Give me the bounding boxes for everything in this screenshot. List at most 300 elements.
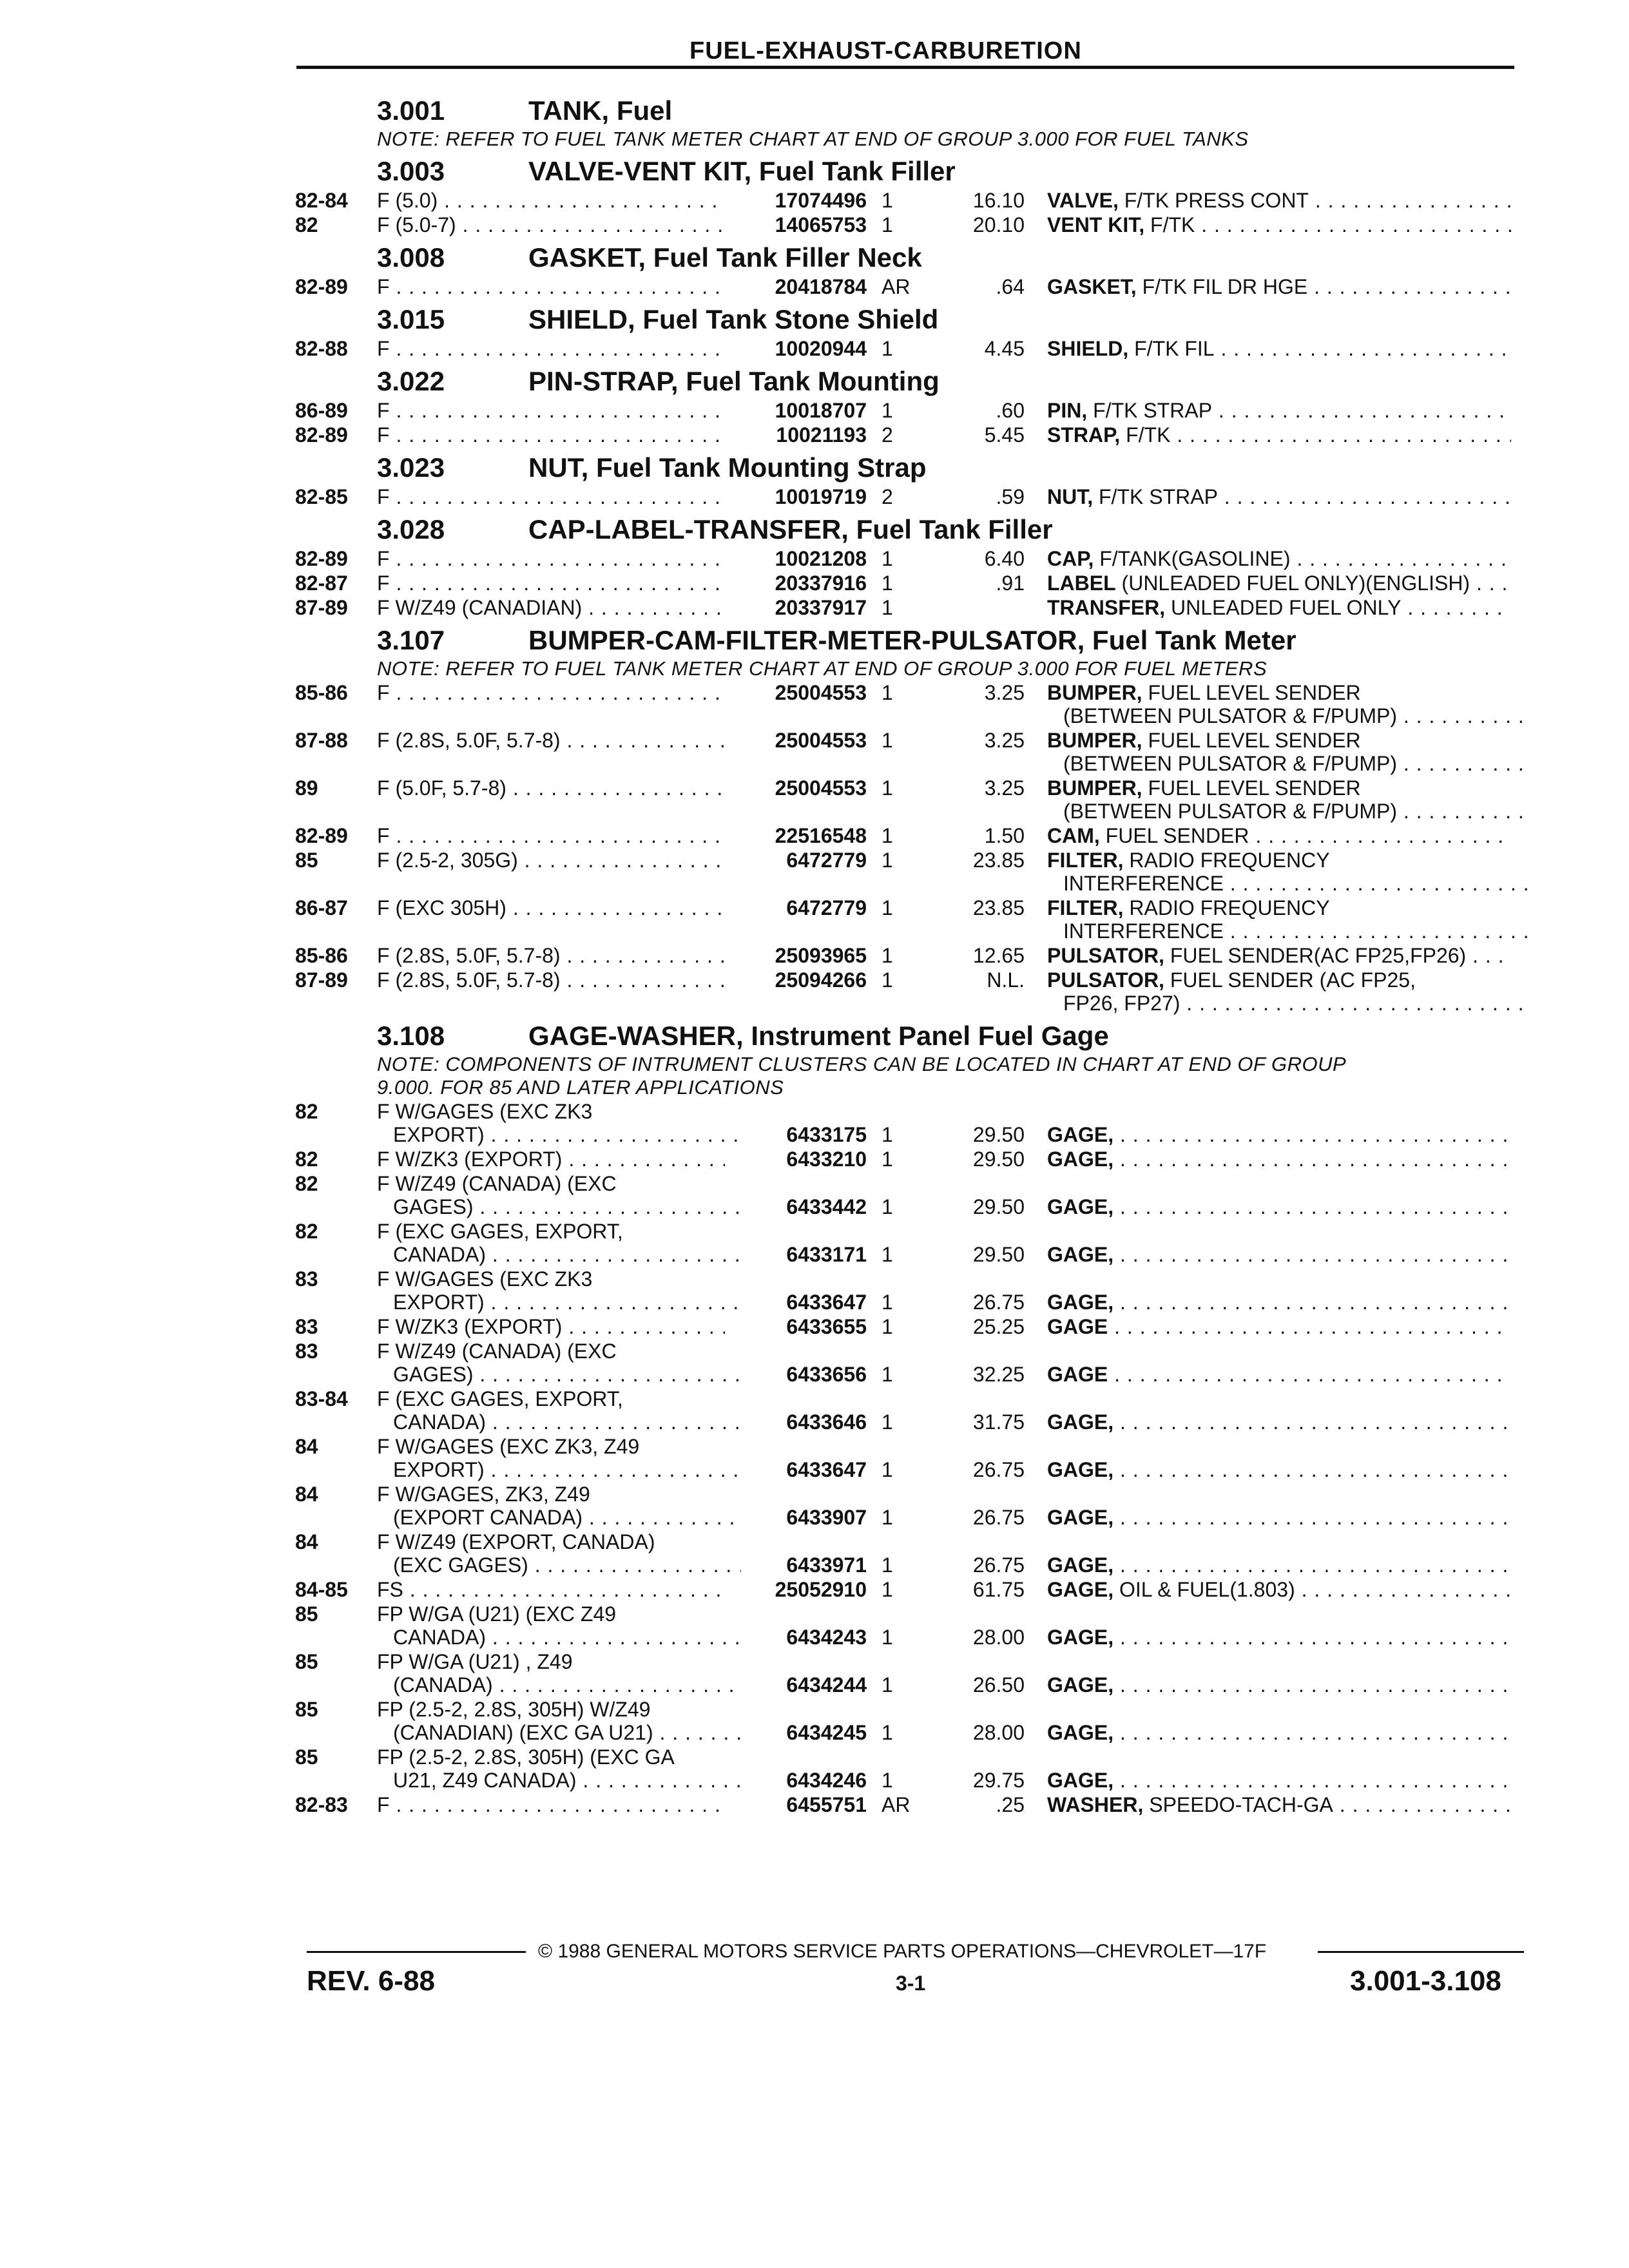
price: N.L. <box>987 968 1025 992</box>
price: 6.40 <box>984 547 1025 570</box>
application-description: F . . . <box>377 274 725 299</box>
section-number: 3.008 <box>377 242 445 273</box>
part-name <box>1047 1505 1511 1530</box>
model-years: 86-89 <box>295 399 348 422</box>
quantity: 1 <box>882 1626 893 1649</box>
application-description: F (2.8S, 5.0F, 5.7-8) . . . <box>377 728 725 753</box>
quantity: 1 <box>882 729 893 752</box>
table-row <box>0 1339 1629 1365</box>
part-name-keyword: GAGE, <box>1047 1123 1114 1146</box>
application-description: F . . . <box>377 398 725 423</box>
section-number: 3.107 <box>377 625 445 655</box>
application-description: F W/GAGES, ZK3, Z49 <box>377 1483 590 1506</box>
quantity: 1 <box>882 1291 893 1314</box>
model-years: 82 <box>295 1172 318 1195</box>
part-number: 6433907 <box>786 1506 867 1529</box>
footer-rule-right <box>1318 1951 1524 1953</box>
part-number: 6433210 <box>786 1148 867 1171</box>
table-row <box>0 776 1629 802</box>
price: 23.85 <box>972 896 1025 919</box>
table-row <box>0 571 1629 597</box>
part-name <box>1047 1147 1511 1171</box>
application-description: FS . . . <box>377 1577 725 1602</box>
model-years: 82-83 <box>295 1793 348 1816</box>
table-row <box>0 1673 1629 1698</box>
part-name-keyword: BUMPER, <box>1047 776 1142 800</box>
part-name-keyword: TRANSFER, <box>1047 596 1166 619</box>
model-years: 83 <box>295 1340 318 1363</box>
part-name-keyword: GAGE <box>1047 1363 1108 1386</box>
quantity: AR <box>882 1793 911 1816</box>
section-note: NOTE: REFER TO FUEL TANK METER CHART AT END OF GROUP 3.000 FOR FUEL TANKS <box>377 128 1249 150</box>
part-name: BUMPER, FUEL LEVEL SENDER <box>1047 681 1361 704</box>
model-years: 84 <box>295 1483 318 1506</box>
price: 28.00 <box>972 1626 1025 1649</box>
table-row <box>0 1505 1629 1531</box>
quantity: 1 <box>882 1721 893 1744</box>
table-row <box>0 188 1629 214</box>
part-name: PIN, F/TK STRAP . . . <box>1047 398 1511 423</box>
application-description: FP (2.5-2, 2.8S, 305H) W/Z49 <box>377 1698 651 1721</box>
section-number: 3.023 <box>377 452 445 483</box>
application-description: GAGES) . . . <box>393 1195 741 1219</box>
part-name <box>1047 1195 1511 1219</box>
quantity: 1 <box>882 1148 893 1171</box>
quantity: 1 <box>882 1673 893 1696</box>
part-number: 20337916 <box>775 572 867 595</box>
quantity: 1 <box>882 213 893 236</box>
model-years: 82-89 <box>295 275 348 298</box>
application-description: F (5.0) . . . <box>377 188 725 213</box>
table-row <box>0 423 1629 448</box>
application-description: F (2.5-2, 305G) . . . <box>377 848 725 872</box>
price: .59 <box>996 485 1025 508</box>
section-note: NOTE: COMPONENTS OF INTRUMENT CLUSTERS CAN BE LOCATED IN CHART AT END OF GROUP <box>377 1053 1347 1075</box>
quantity: 1 <box>882 681 893 704</box>
price: 3.25 <box>984 776 1025 800</box>
part-name: GASKET, F/TK FIL DR HGE . . . <box>1047 274 1511 299</box>
quantity: 1 <box>882 1410 893 1434</box>
part-number: 6433442 <box>786 1195 867 1218</box>
table-row <box>0 1625 1629 1651</box>
price: 29.50 <box>972 1243 1025 1266</box>
application-description: EXPORT) . . . <box>393 1122 741 1147</box>
table-row <box>0 1530 1629 1555</box>
table-row <box>0 1553 1629 1579</box>
quantity: 2 <box>882 485 893 508</box>
application-description: F W/ZK3 (EXPORT) . . . <box>377 1314 725 1339</box>
model-years: 83-84 <box>295 1387 348 1410</box>
price: .25 <box>996 1793 1025 1816</box>
model-years: 82-88 <box>295 337 348 360</box>
part-number: 6433647 <box>786 1458 867 1481</box>
part-name-keyword: GAGE, <box>1047 1553 1114 1577</box>
part-name-keyword: FILTER, <box>1047 849 1124 872</box>
part-name-keyword: VENT KIT, <box>1047 213 1145 236</box>
model-years: 87-89 <box>295 596 348 619</box>
model-years: 89 <box>295 776 318 800</box>
model-years: 82-87 <box>295 572 348 595</box>
price: 26.75 <box>972 1291 1025 1314</box>
part-name-keyword: BUMPER, <box>1047 681 1142 704</box>
model-years: 82-84 <box>295 189 348 212</box>
part-number: 6434245 <box>786 1721 867 1744</box>
part-name <box>1047 1314 1511 1339</box>
section-number: 3.001 <box>377 95 445 126</box>
section-note: 9.000. FOR 85 AND LATER APPLICATIONS <box>377 1076 784 1099</box>
part-name-keyword: GASKET, <box>1047 275 1137 298</box>
table-row <box>0 1242 1629 1268</box>
application-description: (CANADA) . . . <box>393 1673 741 1697</box>
part-name-keyword: GAGE, <box>1047 1410 1114 1434</box>
application-description: F (2.8S, 5.0F, 5.7-8) . . . <box>377 968 725 992</box>
table-row <box>0 871 1629 897</box>
part-name: STRAP, F/TK . . . <box>1047 423 1511 447</box>
footer-revision: REV. 6-88 <box>307 1965 435 1997</box>
application-description: CANADA) . . . <box>393 1242 741 1267</box>
price: 3.25 <box>984 681 1025 704</box>
application-description: F . . . <box>377 336 725 361</box>
page-title: FUEL-EXHAUST-CARBURETION <box>689 37 1082 64</box>
application-description: FP (2.5-2, 2.8S, 305H) (EXC GA <box>377 1745 675 1769</box>
quantity: 1 <box>882 1123 893 1146</box>
part-name: PULSATOR, FUEL SENDER (AC FP25, <box>1047 968 1416 992</box>
part-number: 6433647 <box>786 1291 867 1314</box>
price: 12.65 <box>972 944 1025 967</box>
application-description: F W/GAGES (EXC ZK3 <box>377 1100 593 1123</box>
table-row <box>0 1434 1629 1460</box>
model-years: 82 <box>295 1148 318 1171</box>
application-description: F (EXC GAGES, EXPORT, <box>377 1220 623 1243</box>
quantity: 1 <box>882 776 893 800</box>
model-years: 85 <box>295 1602 318 1626</box>
section-number: 3.108 <box>377 1021 445 1051</box>
quantity: 1 <box>882 337 893 360</box>
application-description: (EXPORT CANADA) . . . <box>393 1505 741 1530</box>
model-years: 84 <box>295 1435 318 1458</box>
application-description: F (EXC GAGES, EXPORT, <box>377 1387 623 1410</box>
part-name <box>1047 1457 1511 1482</box>
section-number: 3.022 <box>377 366 445 396</box>
application-description: F . . . <box>377 823 725 848</box>
quantity: 1 <box>882 547 893 570</box>
section-title: BUMPER-CAM-FILTER-METER-PULSATOR, Fuel Tank Meter <box>528 625 1296 655</box>
table-row <box>0 485 1629 510</box>
table-row <box>0 336 1629 362</box>
quantity: 1 <box>882 1578 893 1601</box>
part-name: VALVE, F/TK PRESS CONT . . . <box>1047 188 1511 213</box>
application-description: F W/GAGES (EXC ZK3, Z49 <box>377 1435 640 1458</box>
part-number: 25004553 <box>775 681 867 704</box>
table-row <box>0 943 1629 969</box>
section-title: VALVE-VENT KIT, Fuel Tank Filler <box>528 156 956 186</box>
part-number: 25093965 <box>775 944 867 967</box>
table-row <box>0 595 1629 621</box>
part-name-keyword: LABEL <box>1047 572 1116 595</box>
part-name-keyword: SHIELD, <box>1047 337 1129 360</box>
model-years: 84 <box>295 1530 318 1553</box>
application-description: F (2.8S, 5.0F, 5.7-8) . . . <box>377 943 725 968</box>
quantity: 2 <box>882 423 893 447</box>
section-note: NOTE: REFER TO FUEL TANK METER CHART AT END OF GROUP 3.000 FOR FUEL METERS <box>377 657 1268 680</box>
section-title: CAP-LABEL-TRANSFER, Fuel Tank Filler <box>528 514 1053 544</box>
quantity: 1 <box>882 1195 893 1218</box>
price: 25.25 <box>972 1315 1025 1338</box>
part-number: 6433171 <box>786 1243 867 1266</box>
part-number: 22516548 <box>775 824 867 847</box>
table-row <box>0 991 1629 1017</box>
part-number: 6472779 <box>786 896 867 919</box>
section-title: NUT, Fuel Tank Mounting Strap <box>528 452 927 483</box>
price: 26.75 <box>972 1506 1025 1529</box>
model-years: 82-85 <box>295 485 348 508</box>
model-years: 83 <box>295 1267 318 1291</box>
price: 26.75 <box>972 1458 1025 1481</box>
part-name-keyword: PULSATOR, <box>1047 944 1164 967</box>
table-row <box>0 1171 1629 1197</box>
section-title: TANK, Fuel <box>528 95 673 126</box>
part-name-keyword: GAGE, <box>1047 1673 1114 1696</box>
model-years: 82 <box>295 1220 318 1243</box>
part-number: 10018707 <box>775 399 867 422</box>
part-name <box>1047 1410 1511 1434</box>
section-title: GASKET, Fuel Tank Filler Neck <box>528 242 922 273</box>
application-description: F W/Z49 (CANADA) (EXC <box>377 1340 617 1363</box>
part-number: 20418784 <box>775 275 867 298</box>
application-description: F . . . <box>377 485 725 509</box>
header-rule <box>296 66 1514 69</box>
part-number: 6433175 <box>786 1123 867 1146</box>
part-number: 6433646 <box>786 1410 867 1434</box>
part-name: CAM, FUEL SENDER . . . <box>1047 823 1511 848</box>
part-name: WASHER, SPEEDO-TACH-GA . . . <box>1047 1792 1511 1817</box>
part-name <box>1047 1242 1511 1267</box>
quantity: 1 <box>882 596 893 619</box>
part-name-keyword: STRAP, <box>1047 423 1121 447</box>
table-row <box>0 751 1629 777</box>
price: 29.75 <box>972 1769 1025 1792</box>
model-years: 85 <box>295 1745 318 1769</box>
part-name-keyword: PIN, <box>1047 399 1088 422</box>
table-row <box>0 1697 1629 1723</box>
price: 29.50 <box>972 1195 1025 1218</box>
model-years: 82 <box>295 1100 318 1123</box>
part-number: 10021193 <box>776 423 867 447</box>
application-description: FP W/GA (U21) , Z49 <box>377 1650 573 1673</box>
part-number: 25004553 <box>775 729 867 752</box>
table-row <box>0 1602 1629 1628</box>
application-description: GAGES) . . . <box>393 1362 741 1387</box>
model-years: 82-89 <box>295 547 348 570</box>
application-description: F . . . <box>377 571 725 595</box>
table-row <box>0 919 1629 945</box>
quantity: 1 <box>882 1363 893 1386</box>
table-row <box>0 680 1629 706</box>
price: 20.10 <box>972 213 1025 236</box>
part-name-continued: INTERFERENCE . . . <box>1063 871 1527 896</box>
price: 16.10 <box>972 189 1025 212</box>
part-name-keyword: GAGE <box>1047 1315 1108 1338</box>
price: 29.50 <box>972 1148 1025 1171</box>
model-years: 85-86 <box>295 681 348 704</box>
part-number: 6433656 <box>786 1363 867 1386</box>
table-row <box>0 1195 1629 1220</box>
table-row <box>0 1649 1629 1675</box>
application-description: F . . . <box>377 546 725 571</box>
part-name <box>1047 1625 1511 1649</box>
part-number: 10021208 <box>775 547 867 570</box>
model-years: 85-86 <box>295 944 348 967</box>
price: 31.75 <box>972 1410 1025 1434</box>
footer-group-range: 3.001-3.108 <box>1350 1965 1501 1997</box>
part-number: 6433971 <box>786 1553 867 1577</box>
price: 26.50 <box>972 1673 1025 1696</box>
part-name-keyword: GAGE, <box>1047 1626 1114 1649</box>
part-name: NUT, F/TK STRAP . . . <box>1047 485 1511 509</box>
part-name <box>1047 1553 1511 1577</box>
part-number: 25004553 <box>775 776 867 800</box>
part-number: 17074496 <box>775 189 867 212</box>
table-row <box>0 1362 1629 1388</box>
table-row <box>0 1122 1629 1148</box>
quantity: 1 <box>882 1506 893 1529</box>
model-years: 82-89 <box>295 423 348 447</box>
quantity: 1 <box>882 189 893 212</box>
part-name-keyword: GAGE, <box>1047 1721 1114 1744</box>
table-row <box>0 1410 1629 1436</box>
part-name: BUMPER, FUEL LEVEL SENDER <box>1047 729 1361 752</box>
part-number: 6434246 <box>786 1769 867 1792</box>
quantity: 1 <box>882 1458 893 1481</box>
table-row <box>0 1147 1629 1173</box>
table-row <box>0 398 1629 424</box>
part-name <box>1047 1290 1511 1314</box>
section-title: SHIELD, Fuel Tank Stone Shield <box>528 304 939 334</box>
table-row <box>0 1219 1629 1245</box>
price: 1.50 <box>984 824 1025 847</box>
part-name: FILTER, RADIO FREQUENCY <box>1047 849 1330 872</box>
table-row <box>0 1577 1629 1603</box>
quantity: 1 <box>882 896 893 919</box>
application-description: F W/Z49 (EXPORT, CANADA) <box>377 1530 655 1553</box>
quantity: 1 <box>882 1243 893 1266</box>
table-row <box>0 1482 1629 1508</box>
part-number: 25094266 <box>775 968 867 992</box>
part-name: LABEL (UNLEADED FUEL ONLY)(ENGLISH) . . . <box>1047 571 1511 595</box>
table-row <box>0 1267 1629 1293</box>
quantity: 1 <box>882 1553 893 1577</box>
price: 3.25 <box>984 729 1025 752</box>
part-name-keyword: GAGE, <box>1047 1291 1114 1314</box>
application-description: (CANADIAN) (EXC GA U21) . . . <box>393 1720 741 1745</box>
part-name-keyword: BUMPER, <box>1047 729 1142 752</box>
application-description: F W/Z49 (CANADIAN) . . . <box>377 595 725 620</box>
part-name-continued: (BETWEEN PULSATOR & F/PUMP) . . . <box>1063 704 1527 728</box>
part-number: 6434243 <box>786 1626 867 1649</box>
part-name-keyword: NUT, <box>1047 485 1094 508</box>
price: 23.85 <box>972 849 1025 872</box>
table-row <box>0 1745 1629 1771</box>
price: 5.45 <box>984 423 1025 447</box>
part-name-keyword: GAGE, <box>1047 1243 1114 1266</box>
part-name-keyword: WASHER, <box>1047 1793 1144 1816</box>
part-name <box>1047 1768 1511 1792</box>
model-years: 86-87 <box>295 896 348 919</box>
application-description: F W/ZK3 (EXPORT) . . . <box>377 1147 725 1171</box>
part-name-continued: (BETWEEN PULSATOR & F/PUMP) . . . <box>1063 799 1527 823</box>
table-row <box>0 704 1629 729</box>
part-number: 6434244 <box>786 1673 867 1696</box>
application-description: F W/Z49 (CANADA) (EXC <box>377 1172 617 1195</box>
part-name: TRANSFER, UNLEADED FUEL ONLY . . . <box>1047 595 1511 620</box>
price: .60 <box>996 399 1025 422</box>
part-name-continued: INTERFERENCE . . . <box>1063 919 1527 943</box>
part-name-continued: (BETWEEN PULSATOR & F/PUMP) . . . <box>1063 751 1527 776</box>
application-description: CANADA) . . . <box>393 1410 741 1434</box>
price: 4.45 <box>984 337 1025 360</box>
model-years: 87-88 <box>295 729 348 752</box>
table-row <box>0 1768 1629 1794</box>
part-name-keyword: GAGE, <box>1047 1458 1114 1481</box>
part-name-keyword: CAM, <box>1047 824 1100 847</box>
price: 26.75 <box>972 1553 1025 1577</box>
quantity: 1 <box>882 572 893 595</box>
table-row <box>0 848 1629 874</box>
part-name <box>1047 1122 1511 1147</box>
application-description: F . . . <box>377 680 725 705</box>
model-years: 87-89 <box>295 968 348 992</box>
application-description: F W/GAGES (EXC ZK3 <box>377 1267 593 1291</box>
part-name-keyword: CAP, <box>1047 547 1094 570</box>
model-years: 85 <box>295 1650 318 1673</box>
part-name-keyword: GAGE, <box>1047 1578 1114 1601</box>
part-number: 10019719 <box>775 485 867 508</box>
application-description: F (EXC 305H) . . . <box>377 896 725 920</box>
table-row <box>0 968 1629 994</box>
model-years: 85 <box>295 849 318 872</box>
section-title: PIN-STRAP, Fuel Tank Mounting <box>528 366 940 396</box>
price: 61.75 <box>972 1578 1025 1601</box>
part-name <box>1047 1362 1511 1387</box>
part-name: BUMPER, FUEL LEVEL SENDER <box>1047 776 1361 800</box>
part-name: FILTER, RADIO FREQUENCY <box>1047 896 1330 919</box>
application-description: F . . . <box>377 1792 725 1817</box>
quantity: 1 <box>882 399 893 422</box>
part-name <box>1047 1673 1511 1697</box>
table-row <box>0 1457 1629 1483</box>
table-row <box>0 1290 1629 1316</box>
section-title: GAGE-WASHER, Instrument Panel Fuel Gage <box>528 1021 1109 1051</box>
table-row <box>0 1792 1629 1818</box>
part-name-keyword: GAGE, <box>1047 1506 1114 1529</box>
price: 29.50 <box>972 1123 1025 1146</box>
section-number: 3.015 <box>377 304 445 334</box>
quantity: 1 <box>882 849 893 872</box>
part-number: 6455751 <box>786 1793 867 1816</box>
part-name: GAGE, OIL & FUEL(1.803) . . . <box>1047 1577 1511 1602</box>
part-number: 6433655 <box>786 1315 867 1338</box>
footer-page-number: 3-1 <box>896 1972 926 1995</box>
part-number: 14065753 <box>775 213 867 236</box>
table-row <box>0 274 1629 300</box>
application-description: CANADA) . . . <box>393 1625 741 1649</box>
table-row <box>0 823 1629 849</box>
footer-rule-left <box>307 1951 526 1953</box>
table-row <box>0 799 1629 825</box>
price: .91 <box>996 572 1025 595</box>
application-description: EXPORT) . . . <box>393 1457 741 1482</box>
price: 32.25 <box>972 1363 1025 1386</box>
